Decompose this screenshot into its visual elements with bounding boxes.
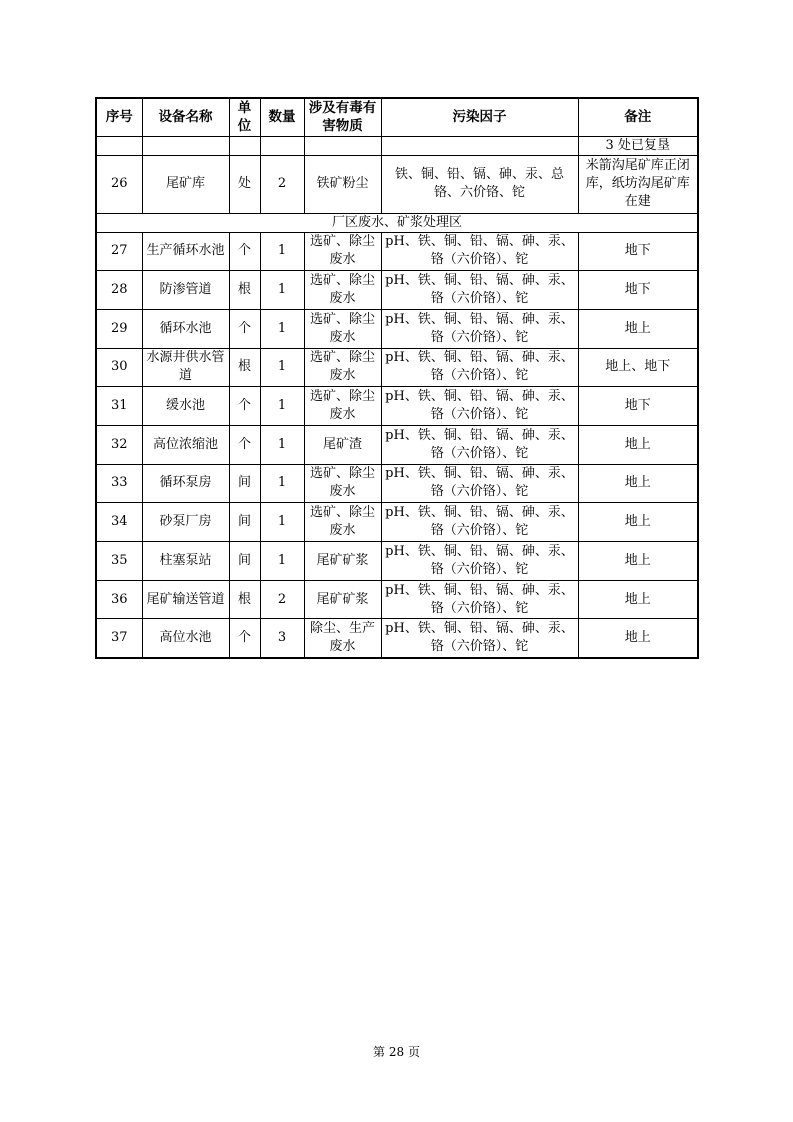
cell-hazard: 选矿、除尘废水 [304,348,381,387]
cell-seq: 26 [96,155,142,213]
cell-seq: 30 [96,348,142,387]
cell-factor: pH、铁、铜、铅、镉、砷、汞、铬（六价铬）、铊 [381,619,578,658]
cell-hazard: 除尘、生产废水 [304,619,381,658]
cell-hazard: 尾矿矿浆 [304,580,381,619]
cell-remark: 地上 [578,425,698,464]
table-row [96,503,698,542]
cell-name: 柱塞泵站 [142,542,229,581]
cell-hazard: 选矿、除尘废水 [304,464,381,503]
cell-unit: 个 [229,387,260,426]
cell-name: 防渗管道 [142,271,229,310]
cell-name: 尾矿输送管道 [142,580,229,619]
cell-hazard: 选矿、除尘废水 [304,309,381,348]
table-row [96,387,698,426]
cell-factor: pH、铁、铜、铅、镉、砷、汞、铬（六价铬）、铊 [381,580,578,619]
cell-unit: 间 [229,503,260,542]
cell-factor: pH、铁、铜、铅、镉、砷、汞、铬（六价铬）、铊 [381,542,578,581]
cell-hazard: 尾矿矿浆 [304,542,381,581]
cell-remark: 地上、地下 [578,348,698,387]
cell-name: 缓水池 [142,387,229,426]
cell-unit: 间 [229,464,260,503]
cell-factor: pH、铁、铜、铅、镉、砷、汞、铬（六价铬）、铊 [381,271,578,310]
cell-empty [229,136,260,155]
cell-qty: 1 [260,425,304,464]
cell-name: 水源井供水管道 [142,348,229,387]
cell-seq: 34 [96,503,142,542]
table-header-row [96,98,698,136]
cell-unit: 个 [229,232,260,271]
cell-name: 循环水池 [142,309,229,348]
cell-factor: pH、铁、铜、铅、镉、砷、汞、铬（六价铬）、铊 [381,232,578,271]
cell-name: 生产循环水池 [142,232,229,271]
cell-unit: 根 [229,271,260,310]
cell-seq: 33 [96,464,142,503]
cell-hazard: 铁矿粉尘 [304,155,381,213]
cell-qty: 2 [260,580,304,619]
cell-name: 高位水池 [142,619,229,658]
cell-seq: 29 [96,309,142,348]
cell-remark: 地上 [578,580,698,619]
header-factor: 污染因子 [381,98,578,136]
cell-seq: 32 [96,425,142,464]
cell-seq: 31 [96,387,142,426]
cell-qty: 1 [260,271,304,310]
table-row [96,580,698,619]
cell-name: 高位浓缩池 [142,425,229,464]
cell-qty: 2 [260,155,304,213]
table-row [96,271,698,310]
cell-factor: pH、铁、铜、铅、镉、砷、汞、铬（六价铬）、铊 [381,387,578,426]
cell-empty [304,136,381,155]
cell-remark: 地上 [578,619,698,658]
cell-hazard: 选矿、除尘废水 [304,387,381,426]
cell-unit: 根 [229,580,260,619]
table-row [96,155,698,213]
header-name: 设备名称 [142,98,229,136]
cell-unit: 个 [229,309,260,348]
section-row [96,213,698,232]
cell-qty: 1 [260,309,304,348]
page-number: 第 28 页 [373,1045,420,1059]
table-row [96,309,698,348]
cell-qty: 3 [260,619,304,658]
header-seq: 序号 [96,98,142,136]
cell-remark: 地上 [578,503,698,542]
cell-qty: 1 [260,348,304,387]
table-row [96,619,698,658]
table-body [96,98,698,658]
cell-unit: 个 [229,425,260,464]
cell-seq: 35 [96,542,142,581]
cell-factor: pH、铁、铜、铅、镉、砷、汞、铬（六价铬）、铊 [381,464,578,503]
cell-unit: 处 [229,155,260,213]
cell-qty: 1 [260,542,304,581]
cell-factor: pH、铁、铜、铅、镉、砷、汞、铬（六价铬）、铊 [381,348,578,387]
table-row [96,542,698,581]
cell-remark: 地下 [578,387,698,426]
cell-name: 循环泵房 [142,464,229,503]
cell-seq: 28 [96,271,142,310]
cell-factor: pH、铁、铜、铅、镉、砷、汞、铬（六价铬）、铊 [381,503,578,542]
cell-remark: 地下 [578,232,698,271]
cell-remark: 地下 [578,271,698,310]
cell-hazard: 尾矿渣 [304,425,381,464]
section-title: 厂区废水、矿浆处理区 [96,213,698,232]
table-row [96,464,698,503]
cell-remark: 米箭沟尾矿库正闭库，纸坊沟尾矿库在建 [578,155,698,213]
cell-remark: 3 处已复垦 [578,136,698,155]
header-remark: 备注 [578,98,698,136]
cell-remark: 地上 [578,542,698,581]
cell-qty: 1 [260,464,304,503]
cell-qty: 1 [260,387,304,426]
cell-unit: 根 [229,348,260,387]
equipment-table [95,97,699,659]
table-row [96,232,698,271]
cell-empty [260,136,304,155]
cell-remark: 地上 [578,464,698,503]
table-row [96,348,698,387]
cell-empty [96,136,142,155]
cell-factor: 铁、铜、铅、镉、砷、汞、总铬、六价铬、铊 [381,155,578,213]
continuation-row [96,136,698,155]
cell-remark: 地上 [578,309,698,348]
cell-hazard: 选矿、除尘废水 [304,503,381,542]
cell-hazard: 选矿、除尘废水 [304,271,381,310]
cell-qty: 1 [260,232,304,271]
header-unit: 单位 [229,98,260,136]
cell-name: 尾矿库 [142,155,229,213]
cell-qty: 1 [260,503,304,542]
cell-unit: 间 [229,542,260,581]
cell-seq: 37 [96,619,142,658]
cell-hazard: 选矿、除尘废水 [304,232,381,271]
header-hazard: 涉及有毒有害物质 [304,98,381,136]
header-qty: 数量 [260,98,304,136]
cell-empty [381,136,578,155]
cell-factor: pH、铁、铜、铅、镉、砷、汞、铬（六价铬）、铊 [381,309,578,348]
cell-empty [142,136,229,155]
cell-name: 砂泵厂房 [142,503,229,542]
table-row [96,425,698,464]
cell-factor: pH、铁、铜、铅、镉、砷、汞、铬（六价铬）、铊 [381,425,578,464]
cell-seq: 36 [96,580,142,619]
cell-unit: 个 [229,619,260,658]
cell-seq: 27 [96,232,142,271]
